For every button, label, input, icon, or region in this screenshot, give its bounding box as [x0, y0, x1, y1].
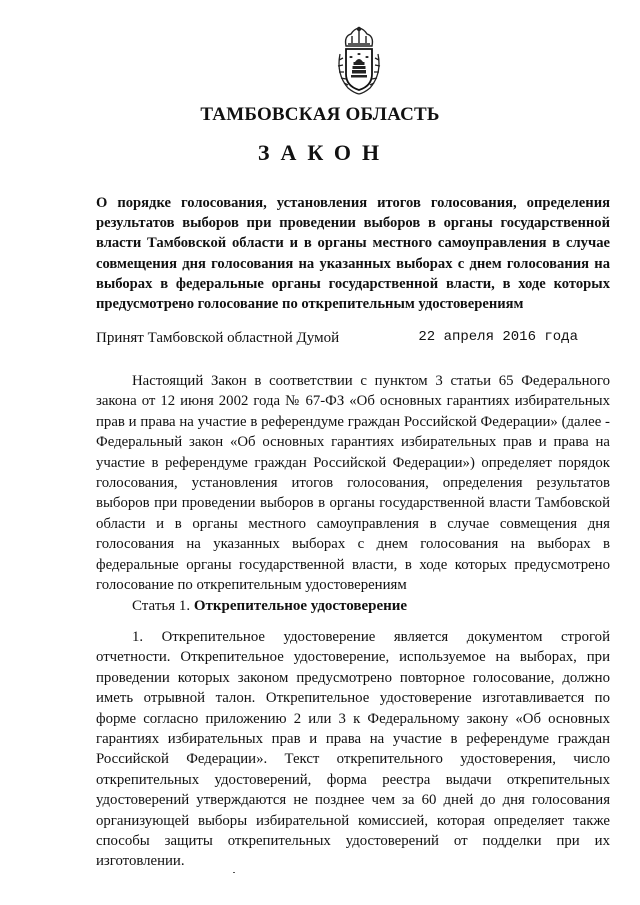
preamble-paragraph: Настоящий Закон в соответствии с пунктом 3 статьи 65 Федерального закона от 12 июня 2002 года № 67-ФЗ «Об основных гарантиях избирательных прав и права на участие в референдуме граждан Российской Федерации» (далее - Федеральный закон «Об основных гарантиях избирательных прав и права на участие в референдуме граждан Российской Федерации») определяет порядок голосования, установления итогов голосования, определения результатов выборов при проведении выборов в органы государственной власти Тамбовской области и в органы местного самоуправления в случае совмещения дня голосования на указанных выборах с днем голосования на выборах в федеральные органы государственной власти, в ходе которых предусмотрено голосование по открепительным удостоверениям: [96, 373, 610, 594]
article-1-heading: [132, 598, 407, 615]
law-title: О порядке голосования, установления итогов голосования, определения результатов выборов при проведении выборов в органы государственной власти Тамбовской области и в органы местного самоуправления в случае совмещения дня голосования на указанных выборах с днем голосования на выборах в федеральные органы государственной власти, в ходе которых предусмотрено голосование по открепительным удостоверениям: [96, 195, 610, 313]
region-heading: ТАМБОВСКАЯ ОБЛАСТЬ: [200, 104, 440, 125]
article-title: Открепительное удостоверение: [193, 598, 408, 614]
adoption-date: 22 апреля 2016 года: [418, 329, 578, 345]
adoption-line: [96, 330, 610, 352]
article-1-paragraph-1: 1. Открепительное удостоверение является документом строгой отчетности. Открепительное удостоверение, используемое на выборах, при проведении которых законом предусмотрено повторное голосование, должно иметь отрывной талон. Открепительное удостоверение изготавливается по форме согласно приложению 2 или 3 к Федеральному закону «Об основных гарантиях избирательных прав и права на участие в референдуме граждан Российской Федерации». Текст открепительного удостоверения, число открепительных удостоверений, форма реестра выдачи открепительных удостоверений утверждаются не позднее чем за 60 дней до дня голосования организующей выборы избирательной комиссией, которая определяет также способы защиты открепительных удостоверений от подделки при их изготовлении.: [96, 629, 610, 870]
document-type-heading: ЗАКОН: [257, 140, 391, 165]
article-number: Статья 1.: [132, 598, 194, 614]
coat-of-arms-icon: [334, 26, 384, 96]
adopted-by-label: Принят Тамбовской областной Думой: [96, 330, 340, 346]
scan-artifact: [233, 872, 235, 873]
